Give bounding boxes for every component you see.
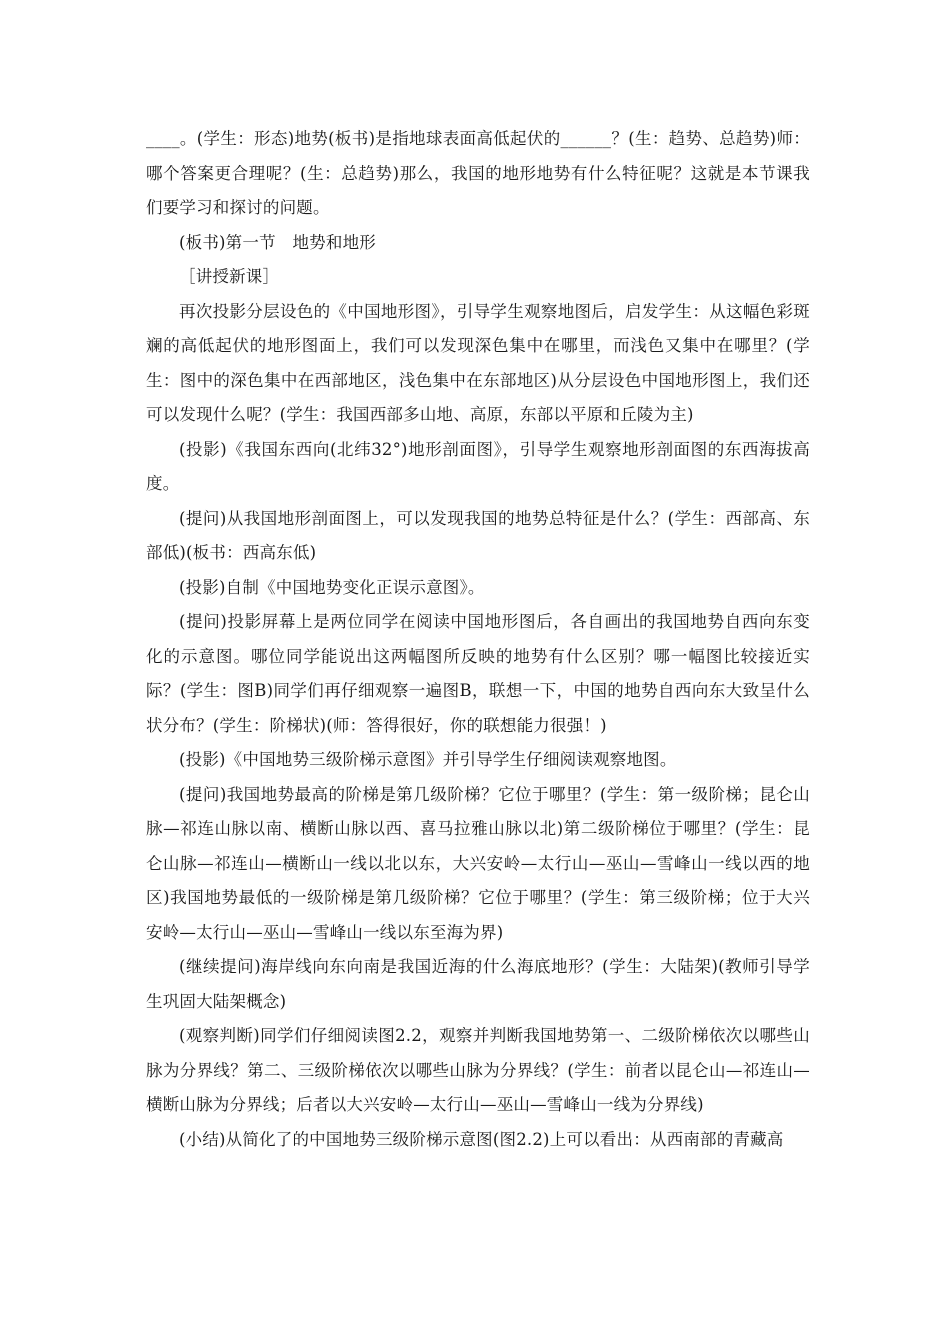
paragraph-question-steps: (提问)我国地势最高的阶梯是第几级阶梯？它位于哪里？(学生：第一级阶梯；昆仑山脉—祁连山脉以南、横断山脉以西、喜马拉雅山脉以北)第二级阶梯位于哪里？(学生：昆仑山脉—祁连山—横断山一线以北以东，大兴安岭—太行山—巫山—雪峰山一线以西的地区)我国地势最低的一级阶梯是第几级阶梯？它位于哪里？(学生：第三级阶梯；位于大兴安岭—太行山—巫山—雪峰山一线以东至海为界) (146, 784, 810, 942)
paragraph-board-title: (板书)第一节 地势和地形 (179, 232, 376, 252)
paragraph-question-diagrams: (提问)投影屏幕上是两位同学在阅读中国地形图后，各自画出的我国地势自西向东变化的示意图。哪位同学能说出这两幅图所反映的地势有什么区别？哪一幅图比较接近实际？(学生：图B)同学们再仔细观察一遍图B，联想一下，中国的地势自西向东大致呈什么状分布？(学生：阶梯状)(师：答得很好，你的联想能力很强！) (146, 612, 810, 735)
lesson-text (146, 122, 810, 1157)
paragraph-question-trend: (提问)从我国地形剖面图上，可以发现我国的地势总特征是什么？(学生：西部高、东部低)(板书：西高东低) (146, 508, 810, 562)
paragraph-section-heading: ［讲授新课］ (179, 267, 280, 286)
paragraph-projection-diagram: (投影)自制《中国地势变化正误示意图》。 (179, 577, 485, 597)
paragraph-summary: (小结)从简化了的中国地势三级阶梯示意图(图2.2)上可以看出：从西南部的青藏高 (179, 1129, 784, 1149)
paragraph-boundaries: (观察判断)同学们仔细阅读图2.2，观察并判断我国地势第一、二级阶梯依次以哪些山脉为分界线？第二、三级阶梯依次以哪些山脉为分界线？(学生：前者以昆仑山—祁连山—横断山脉为分界线；后者以大兴安岭—太行山—巫山—雪峰山一线为分界线) (146, 1026, 810, 1114)
paragraph-intro: ____。(学生：形态)地势(板书)是指地球表面高低起伏的______？(生：趋势、总趋势)师：哪个答案更合理呢？(生：总趋势)那么，我国的地形地势有什么特征呢？这就是本节课我们要学习和探讨的问题。 (146, 129, 810, 217)
paragraph-projection-steps: (投影)《中国地势三级阶梯示意图》并引导学生仔细阅读观察地图。 (179, 750, 677, 769)
paragraph-terrain-map: 再次投影分层设色的《中国地形图》，引导学生观察地图后，启发学生：从这幅色彩斑斓的高低起伏的地形图面上，我们可以发现深色集中在哪里，而浅色又集中在哪里？(学生：图中的深色集中在西部地区，浅色集中在东部地区)从分层设色中国地形图上，我们还可以发现什么呢？(学生：我国西部多山地、高原，东部以平原和丘陵为主) (146, 301, 810, 424)
paragraph-profile-projection: (投影)《我国东西向(北纬32°)地形剖面图》，引导学生观察地形剖面图的东西海拔高度。 (146, 439, 810, 493)
paragraph-continental-shelf: (继续提问)海岸线向东向南是我国近海的什么海底地形？(学生：大陆架)(教师引导学生巩固大陆架概念) (146, 957, 810, 1011)
